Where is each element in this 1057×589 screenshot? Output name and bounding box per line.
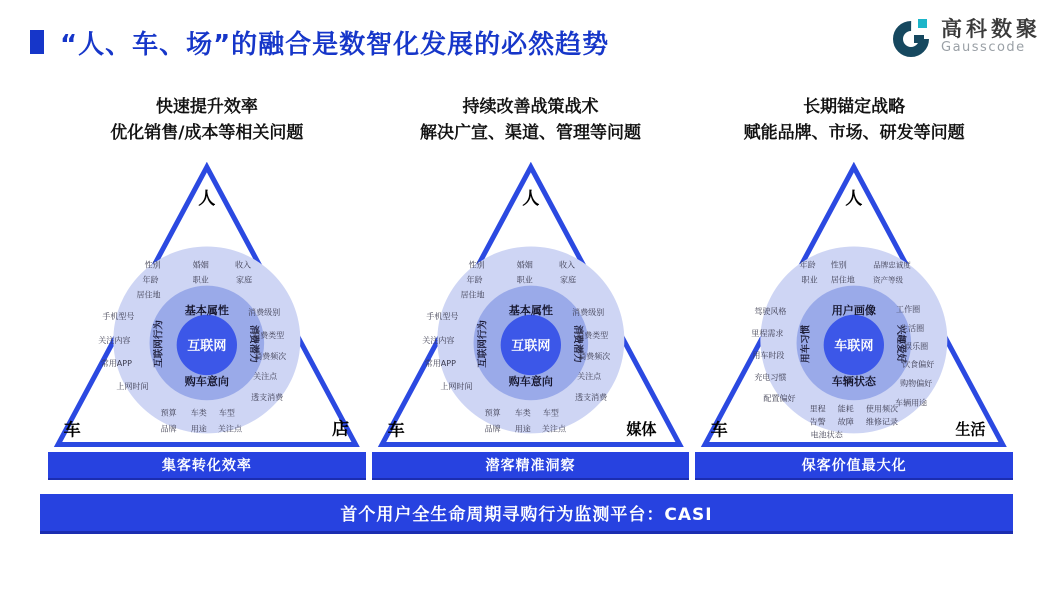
heading-line1: 持续改善战策战术 (462, 97, 599, 117)
ring-label-top: 用户画像 (832, 303, 877, 317)
attribute-label: 里程需求 (751, 328, 784, 338)
attribute-label: 手机型号 (102, 311, 135, 321)
attribute-label: 消费频次 (577, 352, 610, 362)
corner-label-left: 车 (63, 420, 81, 441)
heading-line1: 长期锚定战略 (803, 97, 906, 117)
attribute-label: 透支消费 (251, 393, 284, 403)
attribute-label: 生活圈 (900, 323, 925, 333)
corner-label-top: 人 (521, 189, 540, 210)
attribute-label: 预算 (160, 408, 177, 418)
gausscode-g-icon (890, 14, 934, 60)
core-label: 互联网 (187, 338, 227, 354)
column-strategy-tactics (372, 94, 690, 480)
attribute-label: 关注点 (541, 424, 566, 434)
triangle-diagram-2 (372, 162, 690, 450)
ring-label-left: 用车习惯 (800, 324, 812, 364)
attribute-label: 工作圈 (896, 304, 921, 314)
kpi-bar-conversion: 集客转化效率 (48, 452, 366, 480)
attribute-label: 消费频次 (254, 352, 287, 362)
diagram-columns (48, 94, 1013, 480)
attribute-label: 关注内容 (421, 335, 455, 345)
attribute-label: 告警 (809, 417, 827, 427)
column-heading (372, 94, 690, 150)
logo-subtitle: Gausscode (941, 40, 1026, 56)
attribute-label: 居住地 (460, 290, 485, 300)
ring-label-left: 互联网行为 (153, 320, 165, 368)
heading-line1: 快速提升效率 (155, 97, 258, 117)
page-title: “人、车、场”的融合是数智化发展的必然趋势 (60, 29, 610, 60)
column-efficiency (48, 94, 366, 480)
attribute-label: 车类 (514, 408, 531, 418)
attribute-label: 居住地 (831, 275, 856, 285)
attribute-label: 婚姻 (516, 260, 533, 270)
ring-label-top: 基本属性 (508, 303, 553, 317)
title-bar (0, 0, 1057, 64)
company-logo (890, 14, 1041, 60)
heading-line2: 优化销售/成本等相关问题 (110, 123, 304, 144)
attribute-label: 消费类型 (252, 330, 285, 340)
attribute-label: 用车时段 (752, 351, 785, 361)
ring-label-top: 基本属性 (184, 303, 229, 317)
ring-label-right: 消费潜力 (248, 324, 260, 364)
corner-label-right: 媒体 (626, 420, 657, 439)
attribute-label: 收入 (558, 260, 575, 270)
attribute-label: 消费级别 (248, 307, 281, 317)
ring-label-right: 消费潜力 (571, 324, 583, 364)
logo-name: 高科数聚 (941, 17, 1041, 42)
attribute-label: 手机型号 (425, 311, 459, 321)
core-label: 互联网 (510, 338, 551, 354)
footer-platform-bar: 首个用户全生命周期寻购行为监测平台：CASI (40, 494, 1013, 534)
attribute-label: 里程 (809, 404, 827, 414)
ring-label-right: 兴趣爱好 (895, 324, 907, 364)
attribute-label: 消费类型 (575, 330, 608, 340)
attribute-label: 娱乐圈 (904, 341, 929, 351)
corner-label-left: 车 (387, 420, 405, 441)
attribute-label: 关注点 (576, 372, 601, 382)
attribute-label: 用途 (514, 424, 531, 434)
attribute-label: 充电习惯 (754, 373, 787, 383)
attribute-label: 职业 (801, 275, 818, 285)
attribute-label: 婚姻 (192, 260, 209, 270)
attribute-label: 消费级别 (571, 307, 604, 317)
attribute-label: 购物偏好 (900, 379, 933, 389)
triangle-diagram-1 (48, 162, 366, 450)
attribute-label: 配置偏好 (763, 394, 796, 404)
attribute-label: 年龄 (466, 275, 483, 285)
attribute-label: 性别 (144, 260, 161, 270)
attribute-label: 车型 (542, 408, 559, 418)
corner-label-top: 人 (845, 189, 863, 210)
attribute-label: 家庭 (559, 275, 576, 285)
triangle-diagram-3 (695, 162, 1013, 450)
attribute-label: 关注内容 (98, 335, 131, 345)
attribute-label: 年龄 (142, 275, 159, 285)
attribute-label: 上网时间 (116, 382, 149, 392)
column-heading (48, 94, 366, 150)
column-brand-strategy (695, 94, 1013, 480)
attribute-label: 性别 (468, 260, 485, 270)
ring-label-left: 互联网行为 (477, 320, 489, 368)
attribute-label: 车辆用途 (895, 398, 928, 408)
attribute-label: 电池状态 (810, 430, 844, 440)
attribute-label: 家庭 (235, 275, 253, 285)
attribute-label: 用途 (190, 424, 207, 434)
attribute-label: 故障 (838, 417, 855, 427)
column-heading (695, 94, 1013, 150)
kpi-bar-retention: 保客价值最大化 (695, 452, 1013, 480)
attribute-label: 饮食偏好 (902, 360, 935, 370)
attribute-label: 车类 (190, 408, 207, 418)
attribute-label: 维修记录 (866, 417, 899, 427)
kpi-bar-insight: 潜客精准洞察 (372, 452, 690, 480)
corner-label-right: 店 (331, 419, 350, 440)
attribute-label: 品牌 (160, 424, 177, 434)
ring-label-bottom: 购车意向 (508, 375, 553, 389)
ring-label-bottom: 车辆状态 (832, 375, 877, 389)
heading-line2: 解决广宣、渠道、管理等问题 (420, 123, 641, 144)
attribute-label: 品牌忠诚度 (873, 260, 912, 270)
attribute-label: 使用频次 (866, 404, 899, 414)
core-label: 车联网 (834, 338, 874, 354)
attribute-label: 车型 (218, 408, 235, 418)
attribute-label: 能耗 (838, 404, 855, 414)
attribute-label: 关注点 (217, 424, 243, 434)
attribute-label: 居住地 (136, 290, 161, 300)
attribute-label: 驾驶风格 (754, 306, 787, 316)
attribute-label: 品牌 (484, 424, 501, 434)
attribute-label: 职业 (192, 275, 209, 285)
attribute-label: 常用APP (424, 359, 456, 369)
attribute-label: 收入 (234, 260, 252, 270)
attribute-label: 年龄 (799, 260, 816, 270)
ring-label-bottom: 购车意向 (184, 375, 229, 389)
attribute-label: 职业 (516, 275, 533, 285)
attribute-label: 透支消费 (574, 393, 607, 403)
attribute-label: 上网时间 (440, 382, 473, 392)
attribute-label: 预算 (484, 408, 501, 418)
attribute-label: 性别 (831, 260, 848, 270)
attribute-label: 资产等级 (873, 275, 904, 285)
attribute-label: 常用APP (100, 359, 132, 369)
title-accent-square (30, 30, 44, 54)
corner-label-top: 人 (198, 189, 216, 210)
attribute-label: 关注点 (253, 372, 278, 382)
corner-label-right: 生活 (955, 420, 986, 439)
corner-label-left: 车 (710, 420, 729, 441)
heading-line2: 赋能品牌、市场、研发等问题 (743, 123, 965, 144)
